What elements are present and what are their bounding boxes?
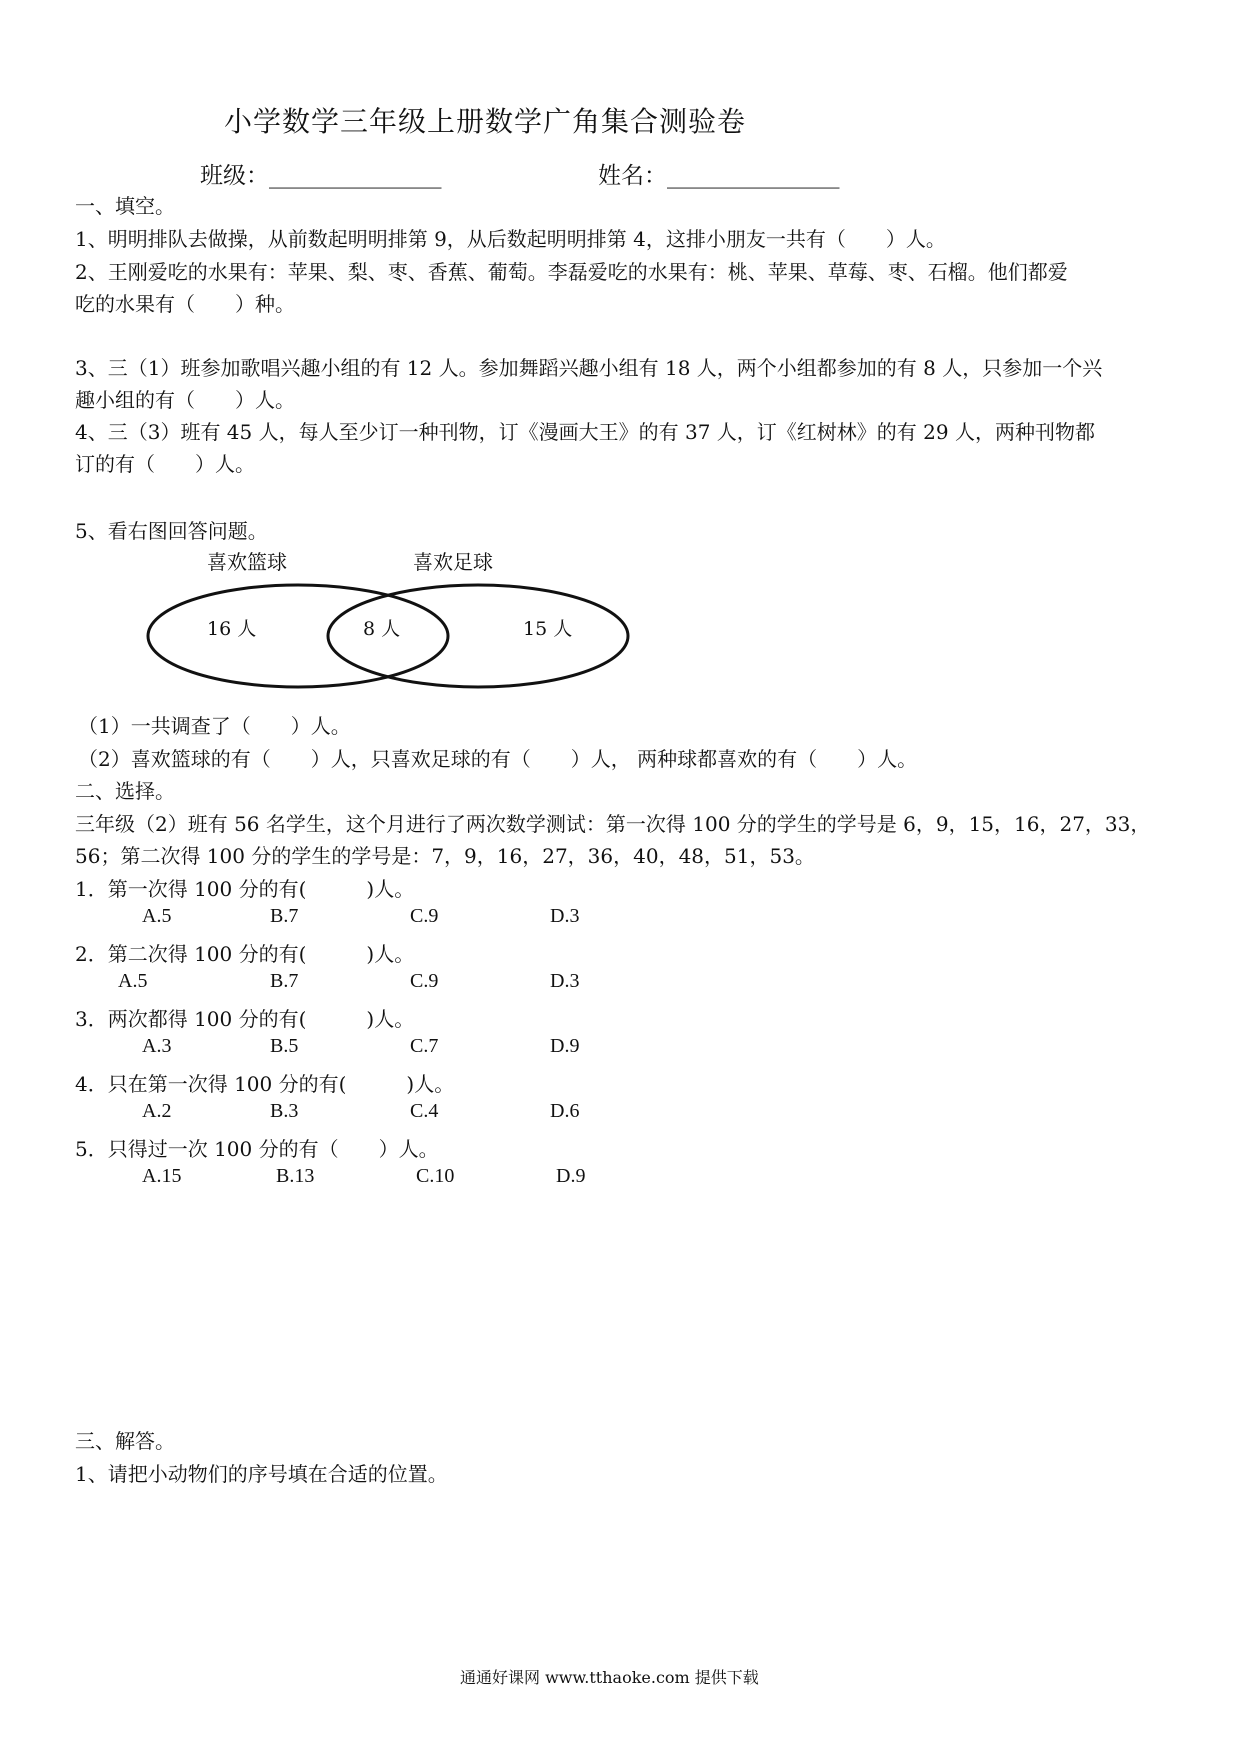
page-footer: 通通好课网 www.tthaoke.com 提供下载 xyxy=(460,1668,759,1687)
name-field: 姓名：_______________ xyxy=(598,163,840,189)
choice-3-option-c: C.7 xyxy=(410,1035,439,1057)
choice-5-option-a: A.15 xyxy=(142,1165,182,1187)
venn-left-only-count: 16 人 xyxy=(207,618,257,640)
class-field: 班级：_______________ xyxy=(200,163,442,189)
question-1-1: 1、明明排队去做操，从前数起明明排第 9，从后数起明明排第 4，这排小朋友一共有（ ）人。 xyxy=(75,227,946,251)
choice-3-option-a: A.3 xyxy=(142,1035,172,1057)
choice-1-option-c: C.9 xyxy=(410,905,439,927)
section1-heading: 一、填空。 xyxy=(75,194,175,218)
choice-question-5: 5．只得过一次 100 分的有（ ）人。 xyxy=(75,1137,439,1161)
choice-question-4: 4．只在第一次得 100 分的有( )人。 xyxy=(75,1072,455,1096)
choice-5-option-c: C.10 xyxy=(416,1165,455,1187)
question-1-4-line1: 4、三（3）班有 45 人，每人至少订一种刊物，订《漫画大王》的有 37 人，订《红树林》的有 29 人，两种刊物都 xyxy=(75,420,1095,444)
section2-intro-line2: 56；第二次得 100 分的学生的学号是：7，9，16，27，36，40，48，51，53。 xyxy=(75,844,815,868)
choice-4-option-b: B.3 xyxy=(270,1100,299,1122)
venn-both-count: 8 人 xyxy=(363,618,401,640)
venn-left-label: 喜欢篮球 xyxy=(207,550,287,574)
choice-question-3: 3．两次都得 100 分的有( )人。 xyxy=(75,1007,415,1031)
choice-5-option-b: B.13 xyxy=(276,1165,315,1187)
question-1-2-line1: 2、王刚爱吃的水果有：苹果、梨、枣、香蕉、葡萄。李磊爱吃的水果有：桃、苹果、草莓、枣、石榴。他们都爱 xyxy=(75,260,1068,284)
section3-heading: 三、解答。 xyxy=(75,1429,175,1453)
question-1-2-line2: 吃的水果有（ ）种。 xyxy=(75,292,295,316)
choice-1-option-d: D.3 xyxy=(550,905,580,927)
question-1-3-line2: 趣小组的有（ ）人。 xyxy=(75,388,295,412)
question-1-5: 5、看右图回答问题。 xyxy=(75,519,268,543)
choice-5-option-d: D.9 xyxy=(556,1165,586,1187)
choice-3-option-d: D.9 xyxy=(550,1035,580,1057)
choice-4-option-a: A.2 xyxy=(142,1100,172,1122)
question-1-4-line2: 订的有（ ）人。 xyxy=(75,452,255,476)
choice-3-option-b: B.5 xyxy=(270,1035,299,1057)
choice-question-2: 2．第二次得 100 分的有( )人。 xyxy=(75,942,415,966)
venn-basketball-circle xyxy=(148,585,448,687)
choice-2-option-c: C.9 xyxy=(410,970,439,992)
choice-1-option-b: B.7 xyxy=(270,905,299,927)
page-title: 小学数学三年级上册数学广角集合测验卷 xyxy=(224,105,747,138)
question-1-3-line1: 3、三（1）班参加歌唱兴趣小组的有 12 人。参加舞蹈兴趣小组有 18 人，两个小组都参加的有 8 人，只参加一个兴 xyxy=(75,356,1103,380)
venn-right-only-count: 15 人 xyxy=(523,618,573,640)
section2-heading: 二、选择。 xyxy=(75,779,175,803)
section2-intro-line1: 三年级（2）班有 56 名学生，这个月进行了两次数学测试：第一次得 100 分的学生的学号是 6，9，15，16，27，33， xyxy=(75,812,1151,836)
choice-1-option-a: A.5 xyxy=(142,905,172,927)
choice-2-option-d: D.3 xyxy=(550,970,580,992)
question-3-1: 1、请把小动物们的序号填在合适的位置。 xyxy=(75,1462,448,1486)
choice-4-option-c: C.4 xyxy=(410,1100,439,1122)
question-1-5-sub1: （1）一共调查了（ ）人。 xyxy=(78,714,351,738)
choice-question-1: 1．第一次得 100 分的有( )人。 xyxy=(75,877,415,901)
question-1-5-sub2: （2）喜欢篮球的有（ ）人，只喜欢足球的有（ ）人， 两种球都喜欢的有（ ）人。 xyxy=(78,747,918,771)
choice-2-option-b: B.7 xyxy=(270,970,299,992)
venn-right-label: 喜欢足球 xyxy=(413,550,493,574)
choice-4-option-d: D.6 xyxy=(550,1100,580,1122)
choice-2-option-a: A.5 xyxy=(118,970,148,992)
